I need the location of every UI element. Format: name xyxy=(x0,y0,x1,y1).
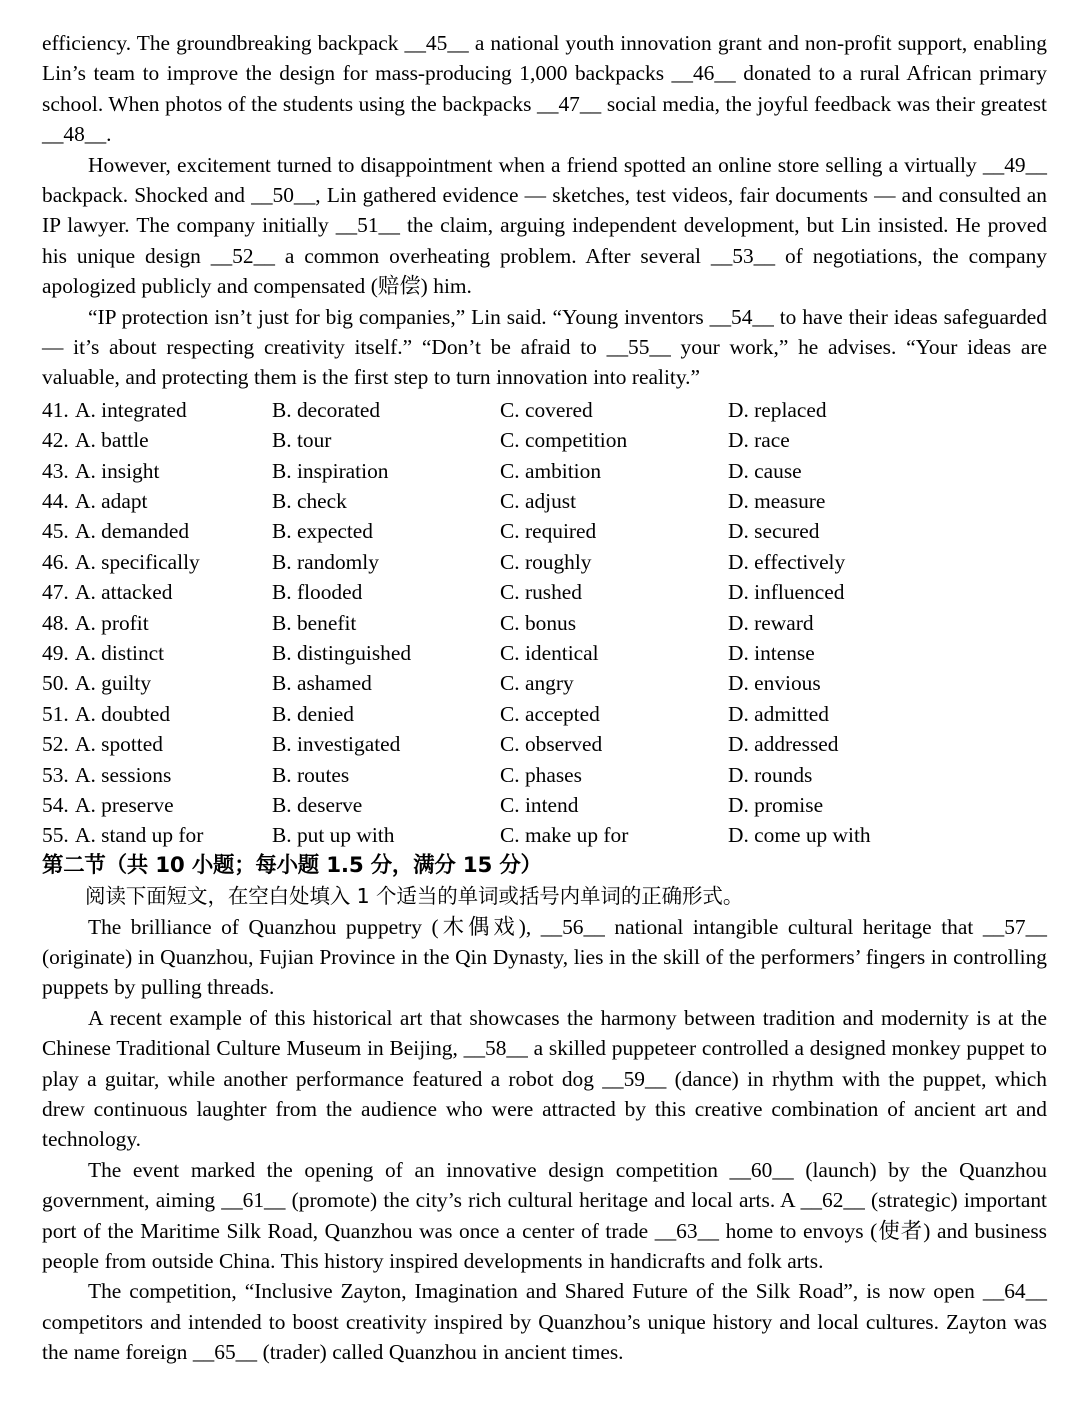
option-c[interactable]: C. phases xyxy=(500,762,582,787)
option-c[interactable]: C. ambition xyxy=(500,458,602,483)
option-b[interactable]: B. investigated xyxy=(272,732,401,757)
option-a[interactable]: A. specifically xyxy=(75,549,200,574)
option-c[interactable]: C. accepted xyxy=(500,701,600,726)
question-number: 53. xyxy=(42,762,69,787)
option-c[interactable]: C. competition xyxy=(500,428,628,453)
option-row xyxy=(42,516,1047,546)
option-row xyxy=(42,425,1047,455)
option-a[interactable]: A. battle xyxy=(75,428,149,453)
grammar-paragraph: The brilliance of Quanzhou puppetry (木偶戏), __56__ national intangible cultural heritage that __57__ (originate) in Quanzhou, Fujian Province in the Qin Dynasty, lies in the skill of the performers’ fingers in controlling puppets by pulling threads. xyxy=(42,914,1047,1000)
option-d[interactable]: D. reward xyxy=(728,610,814,635)
option-d[interactable]: D. admitted xyxy=(728,701,829,726)
option-d[interactable]: D. intense xyxy=(728,641,815,665)
option-b[interactable]: B. benefit xyxy=(272,610,357,635)
option-d[interactable]: D. effectively xyxy=(728,549,846,574)
option-d[interactable]: D. envious xyxy=(728,671,821,696)
option-a[interactable]: A. demanded xyxy=(75,519,190,544)
question-number: 55. xyxy=(42,823,69,848)
option-d[interactable]: D. influenced xyxy=(728,580,845,605)
option-row xyxy=(42,486,1047,516)
passage-paragraph: efficiency. The groundbreaking backpack __45__ a national youth innovation grant and non-profit support, enabling Lin’s team to improve the design for mass-producing 1,000 backpacks __46__ donated to a rural African primary school. When photos of the students using the backpacks __47__ social media, the joyful feedback was their greatest __48__. xyxy=(42,31,1047,147)
option-a[interactable]: A. attacked xyxy=(75,580,173,605)
option-row xyxy=(42,699,1047,729)
option-row xyxy=(42,547,1047,577)
option-b[interactable]: B. denied xyxy=(272,701,354,726)
option-c[interactable]: C. required xyxy=(500,519,597,544)
option-d[interactable]: D. secured xyxy=(728,519,820,544)
option-a[interactable]: A. profit xyxy=(75,610,149,635)
option-d[interactable]: D. replaced xyxy=(728,397,827,422)
option-c[interactable]: C. covered xyxy=(500,397,593,422)
option-a[interactable]: A. spotted xyxy=(75,732,163,757)
option-b[interactable]: B. flooded xyxy=(272,580,363,605)
grammar-paragraph: The competition, “Inclusive Zayton, Imagination and Shared Future of the Silk Road”, is now open __64__ competitors and intended to boost creativity inspired by Quanzhou’s unique history and local cultures. Zayton was the name foreign __65__ (trader) called Quanzhou in ancient times. xyxy=(42,1279,1047,1365)
question-number: 44. xyxy=(42,489,69,514)
question-number: 45. xyxy=(42,519,69,544)
option-c[interactable]: C. observed xyxy=(500,732,603,757)
option-b[interactable]: B. decorated xyxy=(272,397,381,422)
option-a[interactable]: A. insight xyxy=(75,458,160,483)
option-row xyxy=(42,668,1047,698)
option-b[interactable]: B. routes xyxy=(272,762,350,787)
passage-paragraph: However, excitement turned to disappointment when a friend spotted an online store selling a virtually __49__ backpack. Shocked and __50__, Lin gathered evidence — sketches, test videos, fair documents — and consulted an IP lawyer. The company initially __51__ the claim, arguing independent development, but Lin insisted. He proved his unique design __52__ a common overheating problem. After several __53__ of negotiations, the company apologized publicly and compensated (赔偿) him. xyxy=(42,152,1047,299)
question-number: 49. xyxy=(42,641,69,665)
option-a[interactable]: A. adapt xyxy=(75,489,148,514)
question-number: 46. xyxy=(42,549,69,574)
question-number: 43. xyxy=(42,458,69,483)
option-b[interactable]: B. ashamed xyxy=(272,671,372,696)
option-c[interactable]: C. identical xyxy=(500,641,599,665)
question-number: 51. xyxy=(42,701,69,726)
option-row xyxy=(42,456,1047,486)
section-two-instruction: 阅读下面短文，在空白处填入 1 个适当的单词或括号内单词的正确形式。 xyxy=(85,884,744,909)
option-row xyxy=(42,577,1047,607)
question-number: 50. xyxy=(42,671,69,696)
option-c[interactable]: C. intend xyxy=(500,792,579,817)
option-d[interactable]: D. rounds xyxy=(728,762,813,787)
option-b[interactable]: B. deserve xyxy=(272,792,363,817)
grammar-paragraph: The event marked the opening of an innovative design competition __60__ (launch) by the Quanzhou government, aiming __61__ (promote) the city’s rich cultural heritage and local arts. A __62__ (strategic) important port of the Maritime Silk Road, Quanzhou was once a center of trade __63__ home to envoys (使者) and business people from outside China. This history inspired developments in handicrafts and folk arts. xyxy=(42,1157,1047,1274)
option-row xyxy=(42,729,1047,759)
multiple-choice-options xyxy=(42,395,1047,851)
option-c[interactable]: C. roughly xyxy=(500,549,592,574)
option-d[interactable]: D. race xyxy=(728,428,790,453)
option-a[interactable]: A. guilty xyxy=(75,671,152,696)
option-a[interactable]: A. doubted xyxy=(75,701,171,726)
option-b[interactable]: B. tour xyxy=(272,428,332,453)
option-row xyxy=(42,790,1047,820)
question-number: 41. xyxy=(42,397,69,422)
option-b[interactable]: B. inspiration xyxy=(272,458,389,483)
option-c[interactable]: C. make up for xyxy=(500,823,629,848)
question-number: 54. xyxy=(42,792,69,817)
option-b[interactable]: B. distinguished xyxy=(272,641,412,665)
option-row xyxy=(42,820,1047,850)
option-d[interactable]: D. addressed xyxy=(728,732,839,757)
option-b[interactable]: B. expected xyxy=(272,519,373,544)
option-d[interactable]: D. cause xyxy=(728,458,802,483)
cloze-passage xyxy=(42,28,1047,393)
passage-paragraph: “IP protection isn’t just for big companies,” Lin said. “Young inventors __54__ to have their ideas safeguarded — it’s about respecting creativity itself.” “Don’t be afraid to __55__ your work,” he advises. “Your ideas are valuable, and protecting them is the first step to turn innovation into reality.” xyxy=(42,304,1047,390)
option-row xyxy=(42,638,1047,668)
section-two xyxy=(42,851,1047,1368)
option-d[interactable]: D. come up with xyxy=(728,823,871,848)
option-row xyxy=(42,608,1047,638)
option-a[interactable]: A. preserve xyxy=(75,792,174,817)
option-c[interactable]: C. bonus xyxy=(500,610,577,635)
option-a[interactable]: A. distinct xyxy=(75,641,165,665)
option-row xyxy=(42,395,1047,425)
option-a[interactable]: A. integrated xyxy=(75,397,187,422)
option-b[interactable]: B. randomly xyxy=(272,549,379,574)
grammar-paragraph: A recent example of this historical art that showcases the harmony between tradition and modernity is at the Chinese Traditional Culture Museum in Beijing, __58__ a skilled puppeteer controlled a designed monkey puppet to play a guitar, while another performance featured a robot dog __59__ (dance) in rhythm with the puppet, which drew continuous laughter from the audience who were attracted by this creative combination of ancient art and technology. xyxy=(42,1005,1047,1152)
option-b[interactable]: B. put up with xyxy=(272,823,395,848)
option-c[interactable]: C. angry xyxy=(500,671,574,696)
section-two-heading: 第二节（共 10 小题；每小题 1.5 分，满分 15 分） xyxy=(42,852,542,878)
question-number: 52. xyxy=(42,732,69,757)
option-a[interactable]: A. stand up for xyxy=(75,823,204,848)
question-number: 42. xyxy=(42,428,69,453)
option-c[interactable]: C. adjust xyxy=(500,489,577,514)
option-d[interactable]: D. promise xyxy=(728,792,824,817)
question-number: 47. xyxy=(42,580,69,605)
option-c[interactable]: C. rushed xyxy=(500,580,582,605)
option-row xyxy=(42,760,1047,790)
option-a[interactable]: A. sessions xyxy=(75,762,172,787)
question-number: 48. xyxy=(42,610,69,635)
option-b[interactable]: B. check xyxy=(272,489,347,514)
option-d[interactable]: D. measure xyxy=(728,489,826,514)
